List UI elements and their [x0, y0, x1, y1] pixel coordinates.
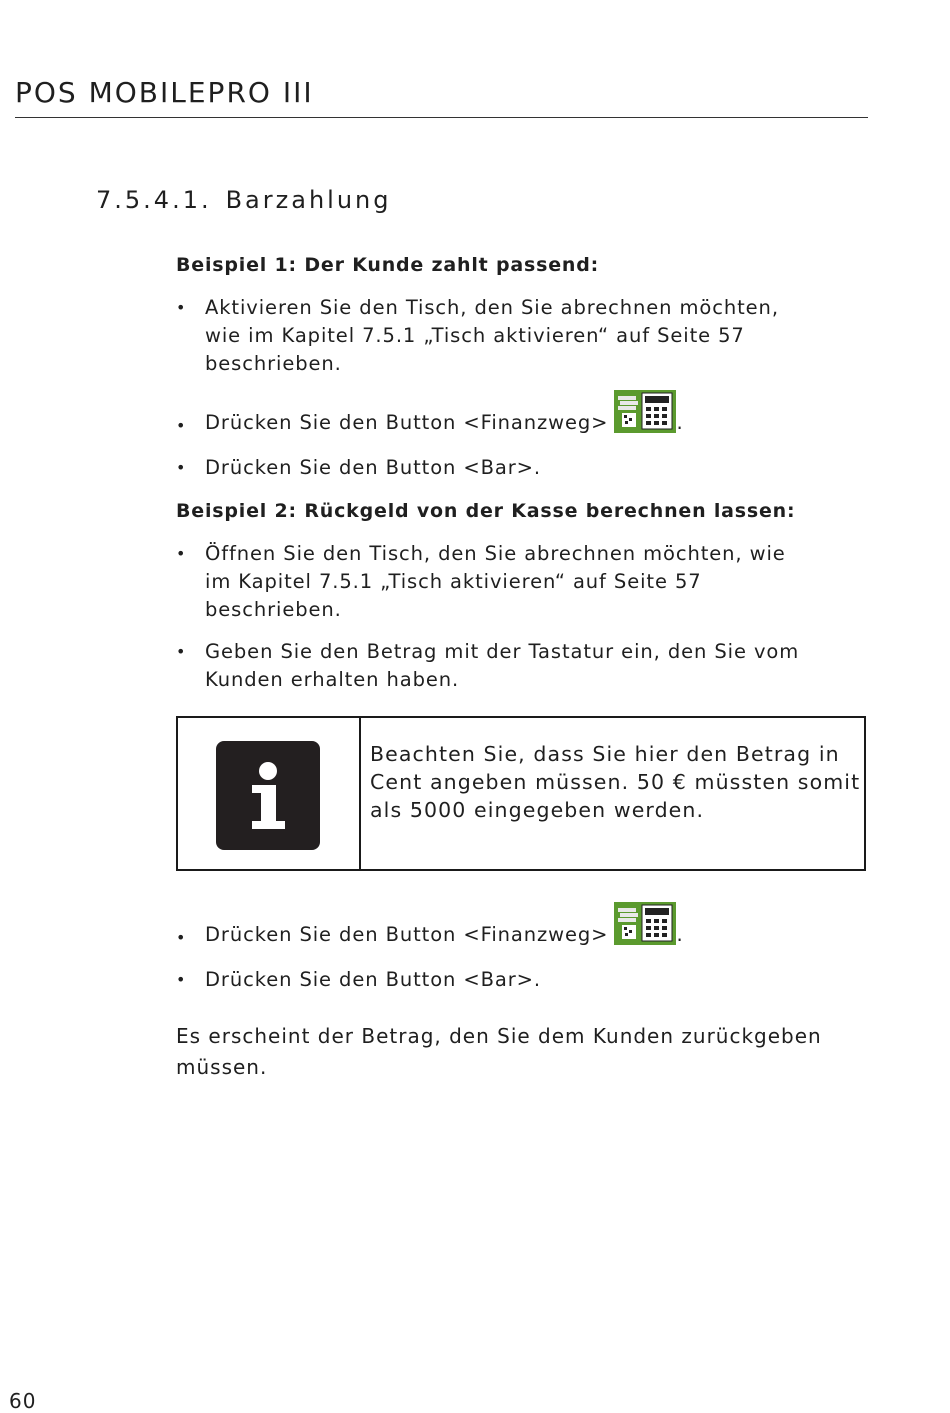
section-heading [96, 186, 391, 214]
list-item [176, 966, 836, 994]
bullet-marker: • [176, 416, 187, 435]
info-icon [216, 741, 320, 850]
sentence-period: . [676, 411, 684, 434]
header-divider [15, 117, 868, 118]
running-header: POS MOBILEPRO III [15, 76, 314, 109]
list-item-text: Geben Sie den Betrag mit der Tastatur ein, den Sie vom Kunden erhalten haben. [205, 640, 800, 691]
list-item-text: Aktivieren Sie den Tisch, den Sie abrechnen möchten, wie im Kapitel 7.5.1 „Tisch aktivieren“ auf Seite 57 beschrieben. [205, 296, 779, 375]
finanzweg-button-icon [614, 902, 676, 945]
page-number: 60 [9, 1389, 37, 1413]
result-paragraph: Es erscheint der Betrag, den Sie dem Kunden zurückgeben müssen. [176, 1024, 822, 1079]
list-item-text: Drücken Sie den Button <Bar>. [205, 456, 542, 479]
bullet-marker: • [176, 458, 187, 477]
list-item-content [205, 902, 836, 949]
finanzweg-button-icon [614, 390, 676, 433]
list-item [176, 902, 836, 949]
list-item [176, 390, 836, 437]
list-item-content [205, 390, 836, 437]
list-item [176, 540, 836, 624]
list-item [176, 294, 836, 378]
bullet-marker: • [176, 928, 187, 947]
list-item [176, 454, 836, 482]
example-1-heading: Beispiel 1: Der Kunde zahlt passend: [176, 254, 600, 276]
bullet-marker: • [176, 298, 187, 317]
section-title: Barzahlung [225, 186, 392, 214]
bullet-marker: • [176, 970, 187, 989]
list-item-text: Öffnen Sie den Tisch, den Sie abrechnen möchten, wie im Kapitel 7.5.1 „Tisch aktivieren“ auf Seite 57 beschrieben. [205, 542, 786, 621]
list-item-text: Drücken Sie den Button <Finanzweg> [205, 923, 609, 946]
list-item [176, 638, 836, 694]
list-item-text: Drücken Sie den Button <Finanzweg> [205, 411, 609, 434]
list-item-text: Drücken Sie den Button <Bar>. [205, 968, 542, 991]
info-note-box [176, 716, 866, 871]
section-number: 7.5.4.1. [96, 186, 212, 214]
example-2-heading: Beispiel 2: Rückgeld von der Kasse berechnen lassen: [176, 500, 796, 522]
info-icon-cell [178, 718, 361, 869]
sentence-period: . [676, 923, 684, 946]
bullet-marker: • [176, 642, 187, 661]
info-note-text: Beachten Sie, dass Sie hier den Betrag in Cent angeben müssen. 50 € müssten somit als 5000 eingegeben werden. [370, 742, 861, 822]
bullet-marker: • [176, 544, 187, 563]
